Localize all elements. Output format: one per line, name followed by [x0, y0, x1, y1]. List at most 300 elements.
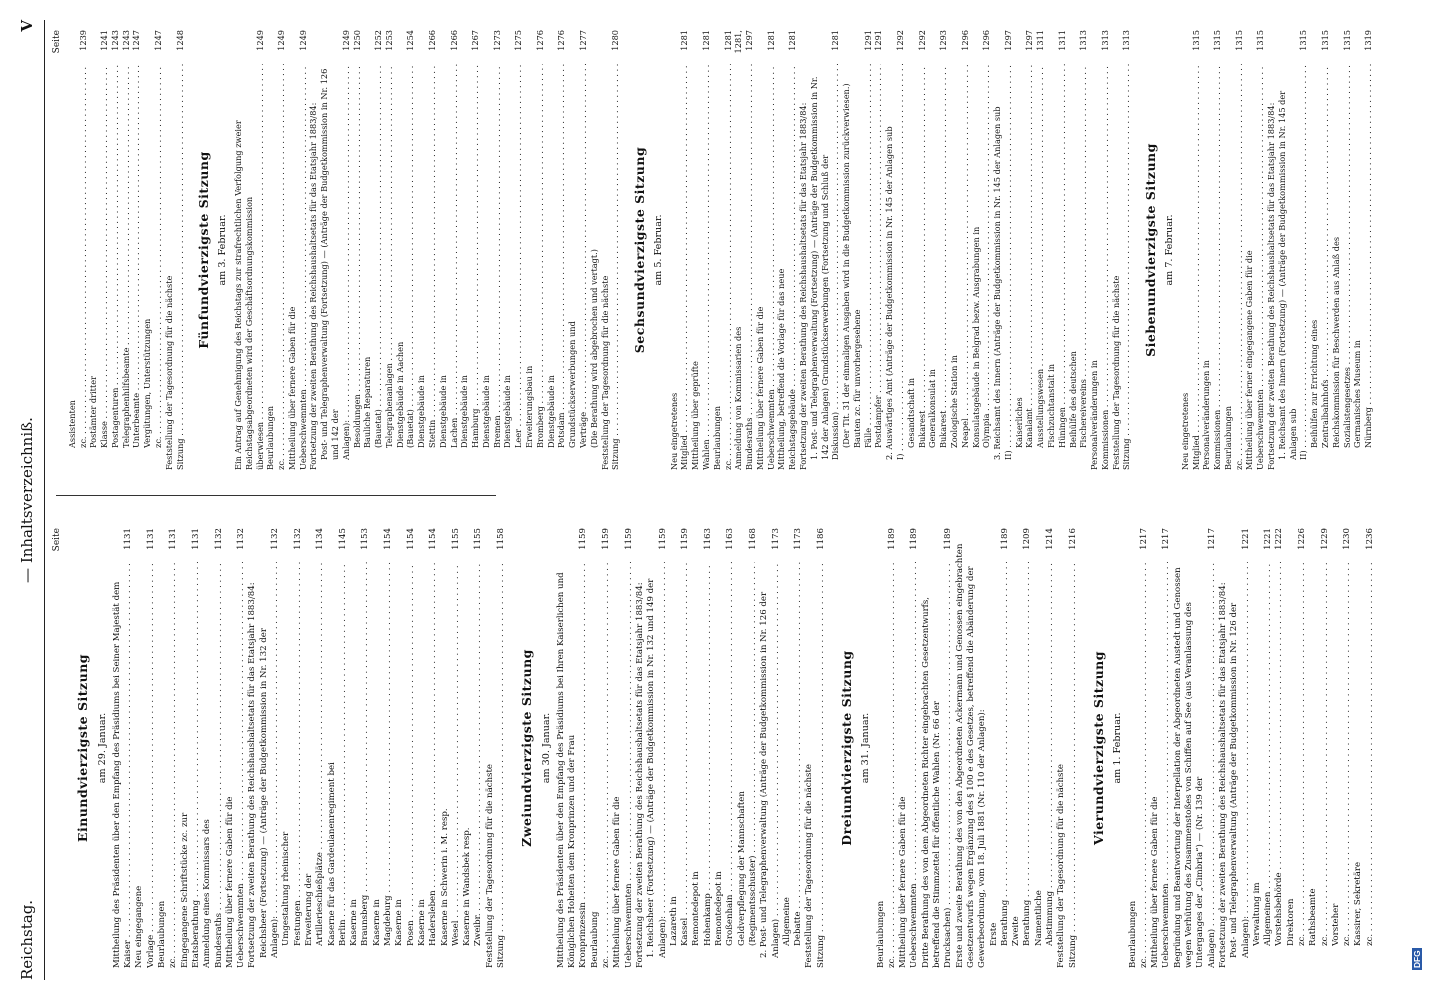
- toc-entry: [841, 30, 852, 470]
- entry-page-number: 1209: [1022, 528, 1033, 550]
- session-date: am 1. Februar.: [1112, 712, 1124, 784]
- toc-entry: [180, 528, 203, 968]
- entry-text: Feststellung der Tagesordnung für die nächste Sitzung . . .: [485, 562, 508, 968]
- entry-text: Telegraphenanlagen . . .: [384, 64, 395, 448]
- entry-text: Mittheilung über fernere Gaben für die Ueberschwemmten . . .: [287, 64, 309, 470]
- toc-entry: [921, 528, 955, 968]
- entry-text: Neu eingegangene Vorlage . . .: [134, 562, 157, 968]
- session-date: am 29. Januar.: [96, 712, 108, 784]
- entry-page-number: 1131: [145, 528, 156, 550]
- entry-page-number: 1132: [236, 528, 247, 550]
- toc-entry: [1266, 30, 1277, 470]
- toc-entry: [776, 30, 798, 470]
- entry-text: Personalveränderungen in Kommissionen . . .: [1089, 64, 1111, 470]
- toc-entry: [134, 528, 157, 968]
- entry-page-number: 1281: [830, 30, 841, 51]
- entry-page-number: 1132: [213, 528, 224, 550]
- entry-text: Beurlaubungen zc. . . .: [157, 562, 180, 968]
- entry-page-number: 1313: [1099, 30, 1110, 51]
- entry-page-number: 1276: [534, 30, 545, 51]
- entry-page-number: 1154: [383, 528, 394, 550]
- entry-text: Zweite Berathung . . .: [1011, 562, 1034, 946]
- entry-page-number: 1239: [77, 30, 88, 51]
- toc-entry: [481, 30, 503, 470]
- entry-text: Fortsetzung der zweiten Berathung des Reichshaushaltsetats für das Etatsjahr 1883/84:: [308, 102, 319, 470]
- toc-entry: [1056, 528, 1079, 968]
- toc-entry: [876, 528, 899, 968]
- entry-page-number: 1291: [873, 30, 884, 51]
- dfg-credit: [1412, 30, 1426, 970]
- entry-text: Ausstellungswesen . . .: [1035, 64, 1046, 448]
- entry-page-number: 1293: [938, 30, 949, 51]
- entry-text: Dritte Berathung des von dem Abgeordneten Richter eingebrachten Gesetzentwurfs, betreffend die Stimmzettel für öffentliche Wahlen (Nr. 66 der Drucksachen) . . .: [921, 562, 955, 968]
- toc-entry: [949, 30, 971, 470]
- entry-text: Fortsetzung der zweiten Berathung des Reichshaushaltsetats für das Etatsjahr 1883/84:: [798, 102, 808, 470]
- entry-page-number: 1154: [405, 528, 416, 550]
- toc-entry: [1089, 30, 1111, 470]
- toc-entry: [384, 30, 395, 470]
- entry-text: Beurlaubungen zc. . . .: [1128, 562, 1151, 968]
- entry-text: Beurlaubungen zc. . . .: [712, 64, 734, 470]
- toc-entry: [1128, 528, 1151, 968]
- toc-entry: [589, 30, 600, 470]
- toc-entry: [1229, 528, 1252, 968]
- toc-entry: [852, 30, 874, 470]
- entry-page-number: 1249: [254, 30, 265, 51]
- entry-page-number: 1247: [131, 30, 142, 51]
- session-heading: [521, 528, 552, 968]
- toc-entry: [502, 30, 524, 470]
- session-title: Vierundvierzigste Sitzung: [1090, 651, 1106, 846]
- entry-text: Beurlaubungen zc. . . .: [265, 64, 287, 470]
- toc-entry: [142, 30, 164, 470]
- entry-text: Postämter dritter Klasse . . .: [88, 64, 110, 448]
- entry-text: Kaserne in Braunsberg . . .: [349, 562, 372, 946]
- entry-page-number: 1311: [1035, 30, 1046, 51]
- toc-entry: [992, 30, 1014, 470]
- entry-text: Mittheilung über geprüfte Wahlen . . .: [690, 64, 712, 470]
- toc-entry: [1244, 30, 1266, 470]
- entry-text: Kaserne in Hadersleben . . .: [417, 562, 440, 946]
- entry-text: Postagenturen . . .: [110, 64, 121, 448]
- entry-text: Erste Berathung . . .: [989, 562, 1012, 946]
- entry-text: Beurlaubung zc. . . .: [590, 562, 613, 968]
- header-page-number: V: [18, 20, 36, 32]
- entry-text: Erweiterungsbau in Bromberg . . .: [524, 64, 546, 448]
- entry-page-number: 1291: [862, 30, 873, 51]
- entry-page-number: 1296: [959, 30, 970, 51]
- entry-text: Unterbeamte . . .: [131, 64, 142, 448]
- page-header: [18, 20, 44, 980]
- entry-text: Kaiserliches Kanalamt . . .: [1014, 64, 1036, 448]
- toc-entry: [1046, 30, 1068, 470]
- toc-entry: [927, 30, 949, 470]
- entry-text: Beurlaubungen zc. . . .: [876, 562, 899, 968]
- entry-text: Dienstgebäude in Bremen . . .: [481, 64, 503, 448]
- session-heading: [841, 528, 872, 968]
- entry-page-number: 1313: [1078, 30, 1089, 51]
- toc-entry: [955, 528, 989, 968]
- entry-page-number: 1134: [315, 528, 326, 550]
- toc-entry: [567, 30, 589, 470]
- toc-entry: [733, 30, 755, 470]
- entry-text: (Der Tit. 31 der einmaligen Ausgaben wird in die Budgetkommission zurückverwiesen.): [841, 83, 852, 448]
- entry-text: Geldverpflegung der Mannschaften (Regimentsschuster) . . .: [737, 562, 760, 946]
- entry-page-number: 1131: [168, 528, 179, 550]
- entry-text: Bauten zc. für unvorhergesehene Fälle . . .: [852, 64, 874, 448]
- entry-page-number: 1267: [470, 30, 481, 51]
- seite-label: Seite: [52, 30, 62, 54]
- entry-page-number: 1266: [448, 30, 459, 51]
- entry-text: Kaserne in Magdeburg . . .: [372, 562, 395, 946]
- toc-entry: [1173, 528, 1218, 968]
- entry-text: Dienstgebäude in Lachen . . .: [438, 64, 460, 448]
- entry-page-number: 1250: [351, 30, 362, 51]
- toc-entry: [600, 30, 622, 470]
- entry-page-number: 1292: [895, 30, 906, 51]
- entry-text: Mittheilung über fernere Gaben für die Ueberschwemmten . . .: [612, 562, 635, 968]
- entry-text: 1. Reichsamt des Innern (Fortsetzung) — (Anträge der Budgetkommission in Nr. 145 der Anlagen sub II) . . .: [1277, 64, 1309, 460]
- toc-entry: [1331, 30, 1353, 470]
- entry-text: Feststellung der Tagesordnung für die nächste Sitzung . . .: [600, 64, 622, 470]
- entry-page-number: 1217: [1161, 528, 1172, 550]
- entry-page-number: 1249: [276, 30, 287, 51]
- entry-page-number: 1313: [1121, 30, 1132, 51]
- entry-page-number: 1153: [360, 528, 371, 550]
- entry-page-number: 1159: [623, 528, 634, 550]
- entry-text: Kassirer, Sekretäre zc. . . .: [1353, 562, 1376, 946]
- entry-text: Postdampfer . . .: [873, 64, 884, 448]
- session-date: am 30. Januar.: [540, 712, 552, 784]
- column-divider: [56, 495, 496, 496]
- entry-page-number: 1168: [747, 528, 758, 550]
- entry-page-number: 1145: [337, 528, 348, 550]
- toc-entry: [394, 528, 417, 968]
- toc-entry: [416, 30, 438, 470]
- toc-entry: [898, 528, 921, 968]
- entry-text: Feststellung der Tagesordnung für die nächste Sitzung . . .: [164, 64, 186, 470]
- entry-text: Konsulatsgebäude in Belgrad bezw. Ausgrabungen in Olympia . . .: [971, 64, 993, 448]
- toc-entry: [281, 528, 304, 968]
- entry-text: Neu eingetretenes Mitglied . . .: [669, 64, 691, 470]
- entry-text: Kaserne für das Gardeulanenregiment bei Berlin . . .: [327, 562, 350, 946]
- entry-text: Mittheilung über fernere Gaben für die Ueberschwemmten . . .: [225, 562, 248, 968]
- toc-entry: [989, 528, 1012, 968]
- toc-entry: [1309, 30, 1331, 470]
- entry-page-number: 1173: [793, 528, 804, 550]
- entry-text: Assistenten zc. . . .: [67, 64, 89, 448]
- toc-entry: [202, 528, 225, 968]
- toc-entry: [546, 30, 568, 470]
- entry-text: Mittheilung über ferner eingegangene Gaben für die Ueberschwemmten . . .: [1244, 64, 1266, 470]
- entry-text: Verwaltung im Allgemeinen . . .: [1252, 562, 1275, 946]
- entry-text: Kaserne in Schwerin i. M. resp. Wesel . . .: [440, 562, 463, 946]
- entry-text: Grundstückserwerbungen und Verträge . . .: [567, 64, 589, 448]
- entry-page-number: 1275: [513, 30, 524, 51]
- dfg-logo: DFG: [1412, 950, 1422, 968]
- entry-text: 2. Post- und Telegraphenverwaltung (Anträge der Budgetkommission in Nr. 126 der Anlagen) . . .: [759, 562, 782, 958]
- entry-text: Lazareth in Kassel . . .: [669, 562, 692, 946]
- entry-text: Dienstgebäude in Aachen (Bauetat) . . .: [395, 64, 417, 448]
- entry-page-number: 1131: [123, 528, 134, 550]
- entry-text: Rathsbeamte zc. . . .: [1308, 562, 1331, 946]
- entry-page-number: 1315: [1341, 30, 1352, 51]
- entry-page-number: 1296: [981, 30, 992, 51]
- entry-text: 3. Reichsamt des Innern (Anträge der Budgetkommission in Nr. 145 der Anlagen sub II) . . .: [992, 64, 1014, 460]
- entry-page-number: 1226: [1296, 528, 1307, 550]
- toc-entry: [372, 528, 395, 968]
- entry-text: Anmeldung von Kommissarien des Bundesraths . . .: [733, 64, 755, 470]
- toc-entry: [646, 528, 669, 968]
- session-date: am 5. Februar.: [652, 214, 664, 286]
- entry-text: Telegraphenhilfsbeamte . . .: [121, 64, 132, 448]
- toc-entry: [287, 30, 309, 470]
- entry-page-number: 1173: [770, 528, 781, 550]
- toc-entry: [164, 30, 186, 470]
- entry-page-number: 1230: [1342, 528, 1353, 550]
- entry-text: Mittheilung über fernere Gaben für die Ueberschwemmten . . .: [755, 64, 777, 470]
- toc-entry: [612, 528, 635, 968]
- entry-text: Namentliche Abstimmung . . .: [1034, 562, 1057, 946]
- toc-entry: [1034, 528, 1057, 968]
- toc-entry: [1180, 30, 1202, 470]
- toc-entry: [1011, 528, 1034, 968]
- entry-page-number: 1241: [99, 30, 110, 51]
- toc-entry: [1274, 528, 1285, 968]
- entry-text: Ein Antrag auf Genehmigung des Reichstags zur strafrechtlichen Verfolgung zweier Reichstagsabgeordneten wird der Geschäftsordnungskommission überwiesen . . .: [233, 64, 265, 470]
- toc-entry: [225, 528, 248, 968]
- toc-entry: [1353, 528, 1376, 968]
- entry-page-number: 1292: [916, 30, 927, 51]
- entry-text: Gesandtschaft in Bukarest . . .: [906, 64, 928, 448]
- toc-entry: [395, 30, 417, 470]
- toc-entry: [304, 528, 327, 968]
- toc-entry: [1068, 30, 1090, 470]
- toc-entry: [635, 528, 646, 968]
- entry-page-number: 1315: [1233, 30, 1244, 51]
- entry-text: Mittheilung, betreffend die Vorlage für das neue Reichstagsgebäude . . .: [776, 64, 798, 470]
- entry-page-number: 1297: [1024, 30, 1035, 51]
- entry-page-number: 1315: [1190, 30, 1201, 51]
- entry-text: Erste und zweite Berathung des von den Abgeordneten Ackermann und Genossen eingebrachten Gesetzentwurfs wegen Ergänzung des § 100 e des Gesetzes, betreffend die Abänderung der Gewerbeordnung, vom 18. Juli 1881 (Nr. 110 der Anlagen):: [954, 543, 988, 968]
- entry-text: Fischzuchtanstalt in Hüningen . . .: [1046, 64, 1068, 448]
- toc-entry: [88, 30, 110, 470]
- entry-page-number: 1189: [943, 528, 954, 550]
- entry-page-number: 1222: [1274, 528, 1285, 550]
- entry-page-number: 1248: [174, 30, 185, 51]
- toc-entry: [1111, 30, 1133, 470]
- entry-page-number: 1281: [679, 30, 690, 51]
- toc-entry: [1014, 30, 1036, 470]
- toc-entry: [459, 30, 481, 470]
- toc-entry: [1286, 528, 1309, 968]
- entry-page-number: 1319: [1363, 30, 1374, 51]
- entry-text: Mittheilung des Präsidenten über den Empfang des Präsidiums bei Seiner Majestät dem Kaiser . . .: [112, 562, 135, 968]
- toc-entry: [233, 30, 265, 470]
- session-date: am 7. Februar.: [1164, 214, 1175, 286]
- entry-text: Germanisches Museum in Nürnberg . . .: [1352, 64, 1374, 448]
- entry-text: Beurlaubungen zc. . . .: [1223, 64, 1245, 470]
- header-left: Reichstag.: [18, 899, 36, 980]
- toc-entry: [971, 30, 993, 470]
- entry-page-number: 1243: [109, 30, 120, 51]
- entry-page-number: 1249: [340, 30, 351, 51]
- toc-entry: [714, 528, 737, 968]
- entry-text: Personalveränderungen in Kommissionen . . .: [1201, 64, 1223, 470]
- entry-text: Fortsetzung der zweiten Berathung des Reichshaushaltsetats für das Etatsjahr 1883/84:: [634, 582, 645, 968]
- entry-page-number: 1189: [909, 528, 920, 550]
- entry-text: Remontedepot in Großenhain . . .: [714, 562, 737, 946]
- entry-text: Eingegangene Schriftstücke zc. zur Etatsberathung . . .: [180, 562, 203, 968]
- entry-page-number: 1216: [1067, 528, 1078, 550]
- toc-entry: [352, 30, 363, 470]
- toc-entry: [438, 30, 460, 470]
- entry-text: Reichsheer (Fortsetzung) — (Anträge der Budgetkommission in Nr. 132 der Anlagen): . . .: [259, 562, 282, 958]
- toc-entry: [327, 528, 350, 968]
- session-date: am 31. Januar.: [860, 712, 872, 784]
- entry-page-number: 1217: [1206, 528, 1217, 550]
- toc-entry: [1352, 30, 1374, 470]
- entry-text: Dienstgebäude in Hamburg . . .: [459, 64, 481, 448]
- toc-entry: [121, 30, 132, 470]
- entry-page-number: 1247: [153, 30, 164, 51]
- toc-entry: [110, 30, 121, 470]
- entry-page-number: 1214: [1045, 528, 1056, 550]
- entry-text: Dienstgebäude in Stettin . . .: [416, 64, 438, 448]
- entry-text: 1. Reichsheer (Fortsetzung) — (Anträge der Budgetkommission in Nr. 132 und 149 der Anlagen): . . .: [646, 562, 669, 958]
- toc-entry: [712, 30, 734, 470]
- entry-page-number: 1281, 1297: [733, 30, 755, 54]
- toc-entry: [1218, 528, 1229, 968]
- entry-page-number: 1266: [427, 30, 437, 51]
- entry-page-number: 1155: [450, 528, 461, 550]
- entry-text: (Die Berathung wird abgebrochen und vertagt.): [588, 249, 599, 448]
- entry-page-number: 1221: [1240, 528, 1251, 550]
- entry-page-number: 1277: [577, 30, 588, 51]
- entry-page-number: 1155: [473, 528, 484, 550]
- entry-page-number: 1189: [999, 528, 1010, 550]
- toc-entry: [524, 30, 546, 470]
- toc-entry: [556, 528, 590, 968]
- toc-entry: [349, 528, 372, 968]
- toc-entry: [1035, 30, 1046, 470]
- entry-text: Direktoren zc. . . .: [1286, 562, 1309, 946]
- entry-text: Fortsetzung der zweiten Berathung des Reichshaushaltsetats für das Etatsjahr 1883/84:: [247, 582, 258, 968]
- entry-text: Post- und Telegraphenverwaltung (Fortsetzung) — (Anträge der Budgetkommission in Nr. 126 und 142 der Anlagen): . . .: [319, 64, 351, 460]
- entry-text: 2. Auswärtiges Amt (Anträge der Budgetkommission in Nr. 145 der Anlagen sub I) . . .: [884, 64, 906, 460]
- entry-page-number: 1254: [405, 30, 416, 51]
- toc-entry: [690, 30, 712, 470]
- entry-text: Post- und Telegraphenverwaltung (Anträge der Budgetkommission in Nr. 126 der Anlagen): . . .: [1229, 562, 1252, 958]
- entry-page-number: 1221: [1263, 528, 1274, 550]
- entry-text: Beihülfen zur Errichtung eines Zentralbahnhofs . . .: [1309, 64, 1331, 448]
- toc-entry: [112, 528, 135, 968]
- toc-entry: [669, 528, 692, 968]
- toc-entry: [590, 528, 613, 968]
- entry-page-number: 1281: [787, 30, 798, 51]
- toc-entry: [804, 528, 827, 968]
- seite-label: Seite: [52, 528, 62, 552]
- entry-page-number: 1281: [722, 30, 733, 51]
- session-heading: [77, 528, 108, 968]
- toc-entry: [782, 528, 805, 968]
- entry-page-number: 1154: [428, 528, 439, 550]
- entry-text: Neu eingetretenes Mitglied . . .: [1180, 64, 1202, 470]
- session-heading: [1090, 528, 1124, 968]
- entry-text: Dienstgebäude in Potsdam . . .: [546, 64, 568, 448]
- toc-entry: [755, 30, 777, 470]
- toc-entry: [884, 30, 906, 470]
- toc-entry: [669, 30, 691, 470]
- right-column: [52, 30, 1374, 470]
- entry-page-number: 1159: [680, 528, 691, 550]
- entry-page-number: 1281: [765, 30, 776, 51]
- entry-text: Fortsetzung der zweiten Berathung des Reichshaushaltsetats für das Etatsjahr 1883/84:: [1217, 582, 1228, 968]
- entry-page-number: 1249: [297, 30, 308, 51]
- session-heading: [196, 30, 229, 470]
- session-date: am 3. Februar.: [217, 214, 229, 286]
- entry-text: Erweiterung der Artillerieschießplätze . . .: [304, 562, 327, 946]
- toc-entry: [1223, 30, 1245, 470]
- entry-page-number: 1131: [190, 528, 201, 550]
- session-title: Einundvierzigste Sitzung: [75, 653, 91, 843]
- entry-page-number: 1276: [556, 30, 567, 51]
- toc-entry: [67, 30, 89, 470]
- toc-entry: [759, 528, 782, 968]
- entry-page-number: 1163: [725, 528, 736, 550]
- toc-entry: [809, 30, 841, 470]
- entry-text: Feststellung der Tagesordnung für die nächste Sitzung . . .: [1056, 562, 1079, 968]
- session-title: Siebenundvierzigste Sitzung: [1143, 143, 1159, 357]
- toc-entry: [1252, 528, 1275, 968]
- entry-text: Remontedepot in Hohenkamp . . .: [691, 562, 714, 946]
- entry-page-number: 1229: [1319, 528, 1330, 550]
- entry-text: Mittheilung über fernere Gaben für die Ueberschwemmten . . .: [1150, 562, 1173, 968]
- entry-text: Dienstgebäude in Leer . . .: [502, 64, 524, 448]
- entry-page-number: 1159: [578, 528, 589, 550]
- entry-text: 1. Post- und Telegraphenverwaltung (Fortsetzung) — (Anträge der Budgetkommission in Nr. 142 der Anlagen) Grundstückserwerbungen (Fortsetzung und Schluß der Diskussion) . . .: [809, 64, 841, 460]
- entry-text: Vergütungen, Unterstützungen zc. . . .: [142, 64, 164, 448]
- session-heading: [632, 30, 665, 470]
- toc-entry: [1277, 30, 1309, 470]
- entry-text: Anmeldung eines Kommissars des Bundesraths . . .: [202, 562, 225, 968]
- toc-entry: [873, 30, 884, 470]
- entry-text: Allgemeine Debatte . . .: [782, 562, 805, 946]
- entry-page-number: 1311: [1056, 30, 1067, 51]
- entry-text: Beihülfe des deutschen Fischereivereins . . .: [1068, 64, 1090, 448]
- entry-text: Reichskommission für Beschwerden aus Anlaß des Sozialistengesetzes . . .: [1331, 64, 1353, 448]
- session-title: Dreiundvierzigste Sitzung: [839, 650, 854, 846]
- entry-page-number: 1186: [815, 528, 826, 550]
- session-title: Fünfundvierzigste Sitzung: [196, 151, 212, 349]
- entry-page-number: 1189: [886, 528, 897, 550]
- entry-page-number: 1243: [120, 30, 131, 51]
- toc-entry: [131, 30, 142, 470]
- entry-page-number: 1252: [373, 30, 384, 51]
- entry-page-number: 1159: [601, 528, 612, 550]
- entry-page-number: 1132: [270, 528, 281, 550]
- entry-text: Zoologische Station in Neapel . . .: [949, 64, 971, 448]
- session-heading: [1143, 30, 1176, 470]
- entry-page-number: 1253: [383, 30, 394, 51]
- entry-page-number: 1217: [1138, 528, 1149, 550]
- entry-text: Kaserne in Posen . . .: [394, 562, 417, 946]
- toc-entry: [440, 528, 463, 968]
- toc-entry: [906, 30, 928, 470]
- toc-entry: [265, 30, 287, 470]
- entry-page-number: 1315: [1212, 30, 1223, 51]
- entry-page-number: 1297: [1002, 30, 1013, 51]
